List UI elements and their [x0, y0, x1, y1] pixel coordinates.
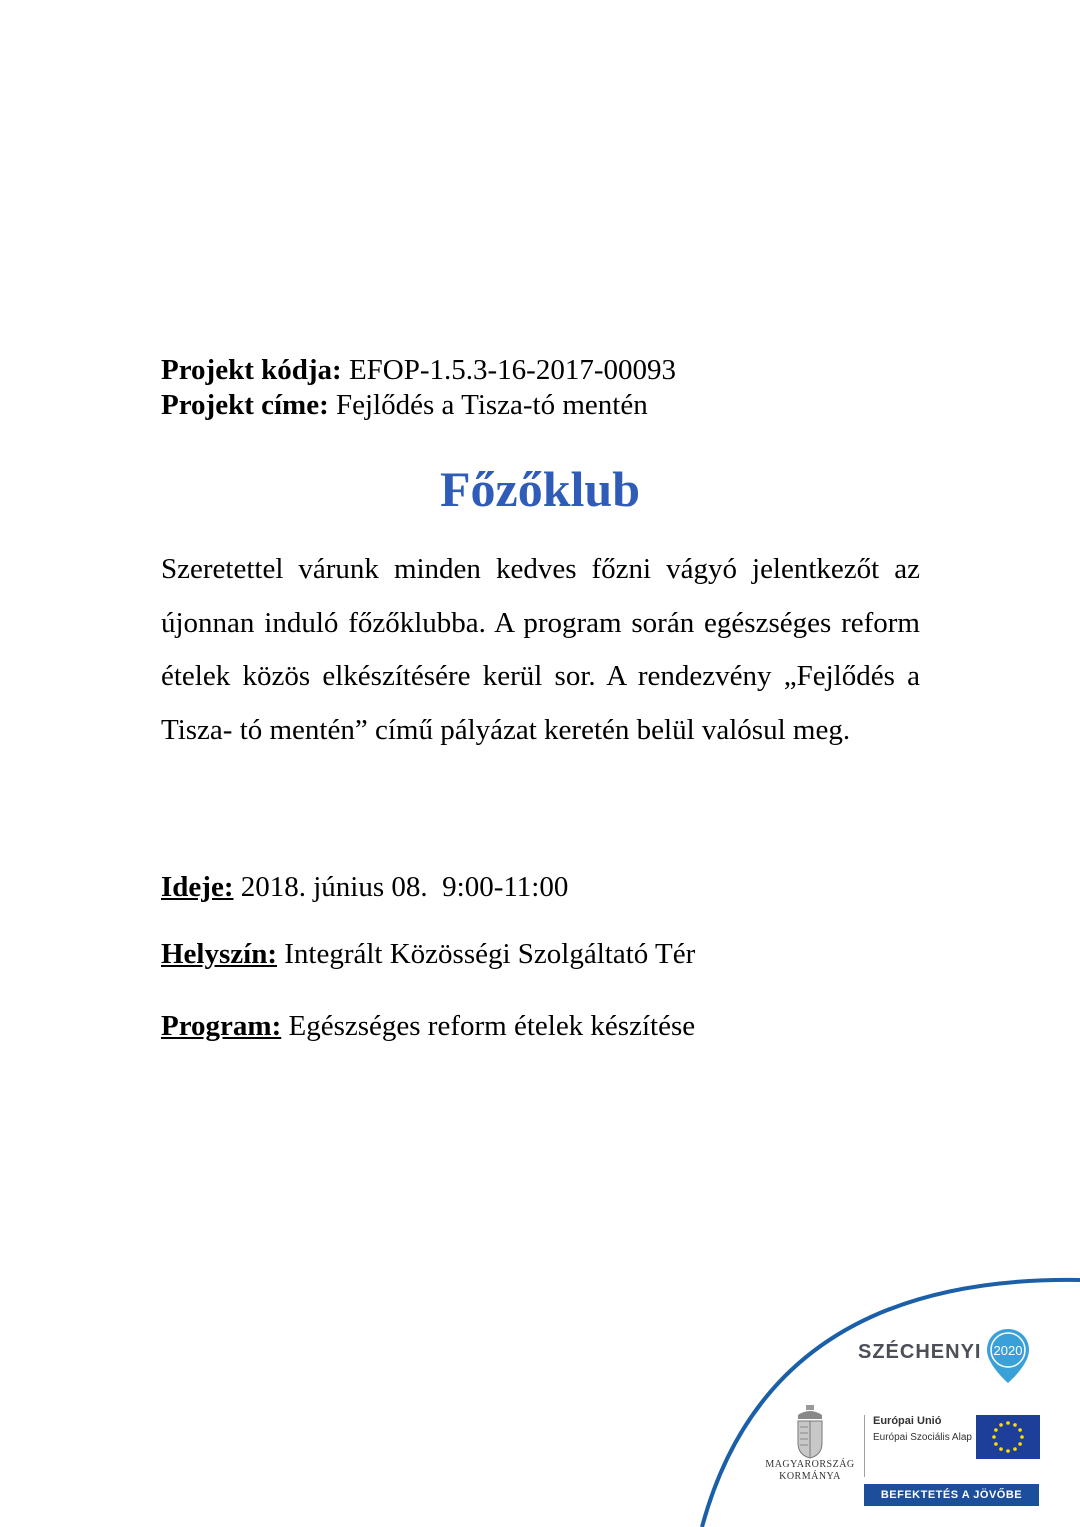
- eu-star: [999, 1447, 1003, 1451]
- date-line: [161, 869, 568, 905]
- program-line: [161, 1008, 695, 1044]
- eu-star: [994, 1442, 998, 1446]
- date-label: Ideje:: [161, 871, 234, 903]
- eu-star: [1006, 1421, 1010, 1425]
- description-paragraph: Szeretettel várunk minden kedves főzni vágyó jelentkezőt az újonnan induló főzőklubba. A program során egészséges reform ételek közös elkészítésére kerül sor. A rendezvény „Fejlődés a Tisza- tó mentén” című pályázat keretén belül valósul meg.: [161, 553, 920, 746]
- eu-star: [1018, 1428, 1022, 1432]
- szechenyi-year: 2020: [993, 1343, 1023, 1358]
- eu-logo-box: [864, 1415, 1040, 1477]
- eu-flag-icon: [976, 1415, 1040, 1459]
- invest-banner: BEFEKTETÉS A JÖVŐBE: [864, 1484, 1039, 1506]
- eu-title: Európai Unió: [873, 1415, 942, 1427]
- project-code-value: EFOP-1.5.3-16-2017-00093: [348, 354, 676, 386]
- eu-star: [1013, 1447, 1017, 1451]
- program-label: Program:: [161, 1010, 282, 1042]
- project-title-line: [161, 387, 648, 423]
- program-value: Egészséges reform ételek készítése: [288, 1010, 696, 1042]
- eu-star: [1013, 1423, 1017, 1427]
- eu-star: [999, 1423, 1003, 1427]
- project-code-line: [161, 352, 676, 388]
- government-name-line2: KORMÁNYA: [779, 1471, 841, 1482]
- place-line: [161, 936, 695, 972]
- eu-star: [992, 1435, 996, 1439]
- project-title-label: Projekt címe:: [161, 389, 329, 421]
- government-name-line1: MAGYARORSZÁG: [765, 1459, 855, 1470]
- hungarian-coat-of-arms-icon: [792, 1405, 828, 1459]
- eu-star: [1018, 1442, 1022, 1446]
- eu-fund-name: Európai Szociális Alap: [873, 1432, 972, 1443]
- page-title: Főzőklub: [439, 461, 641, 517]
- szechenyi-logo-text: SZÉCHENYI: [858, 1341, 982, 1363]
- date-value: 2018. június 08. 9:00-11:00: [240, 871, 569, 903]
- project-code-label: Projekt kódja:: [161, 354, 342, 386]
- government-name: [760, 1459, 860, 1483]
- eu-star: [1006, 1449, 1010, 1453]
- eu-star: [1020, 1435, 1024, 1439]
- project-title-value: Fejlődés a Tisza-tó mentén: [336, 389, 648, 421]
- eu-star: [994, 1428, 998, 1432]
- place-value: Integrált Közösségi Szolgáltató Tér: [284, 938, 696, 970]
- funding-logo-block: [690, 1255, 1080, 1527]
- place-label: Helyszín:: [161, 938, 277, 970]
